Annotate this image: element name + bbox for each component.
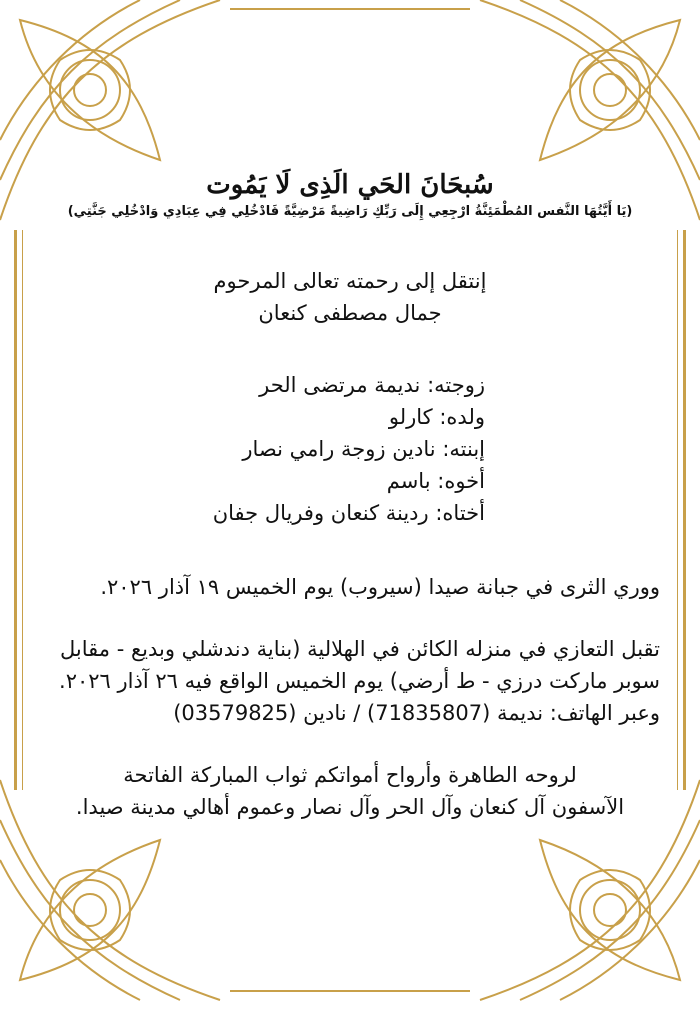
- condolences-phone: وعبر الهاتف: نديمة (71835807) / نادين (03579825): [173, 701, 660, 725]
- family-row-brother: [40, 465, 485, 497]
- closing: [40, 759, 660, 823]
- announcement-line: إنتقل إلى رحمته تعالى المرحوم: [213, 269, 487, 293]
- frame-top-line: [230, 8, 470, 10]
- frame-left-inner-line: [22, 230, 23, 790]
- mourners-line: الآسفون آل كنعان وآل الحر وآل نصار وعموم أهالي مدينة صيدا.: [75, 795, 625, 819]
- closing-prayer: لروحه الطاهرة وأرواح أمواتكم ثواب المباركة الفاتحة: [123, 763, 577, 787]
- relative-name: باسم: [386, 469, 431, 493]
- relation-label: أختاه:: [435, 501, 485, 525]
- frame-right-inner-line: [677, 230, 678, 790]
- condolences-line-1: تقبل التعازي في منزله الكائن في الهلالية (بناية دندشلي وبديع - مقابل: [60, 637, 660, 661]
- burial-notice: ووري الثرى في جبانة صيدا (سيروب) يوم الخميس ١٩ آذار ٢٠٢٦.: [100, 575, 660, 599]
- relation-label: إبنته:: [442, 437, 485, 461]
- deceased-name: جمال مصطفى كنعان: [258, 301, 442, 325]
- family-row-daughter: [40, 433, 485, 465]
- relative-name: ردينة كنعان وفريال جفان: [212, 501, 429, 525]
- condolences-line-2: سوبر ماركت درزي - ط أرضي) يوم الخميس الواقع فيه ٢٦ آذار ٢٠٢٦.: [59, 669, 660, 693]
- obituary-content: [40, 170, 660, 823]
- relative-name: كارلو: [388, 405, 433, 429]
- relation-label: زوجته:: [427, 373, 485, 397]
- condolences: [40, 633, 660, 729]
- relation-label: ولده:: [439, 405, 485, 429]
- quran-verse: (يَا أَيَّتُهَا النَّفس المُطْمَئِنَّةُ ارْجِعِي إِلَى رَبِّكِ رَاضِيةً مَرْضِيَّةً فَادْخُلِي فِي عِبَادِي وَادْخُلِي جَنَّتِي): [67, 204, 633, 219]
- family-list: [40, 369, 660, 529]
- relation-label: أخوه:: [437, 469, 485, 493]
- frame-bottom-line: [230, 990, 470, 992]
- family-row-wife: [40, 369, 485, 401]
- announcement: [40, 265, 660, 329]
- frame-right-line: [683, 230, 686, 790]
- family-row-son: [40, 401, 485, 433]
- relative-name: نادين زوجة رامي نصار: [242, 437, 436, 461]
- frame-left-line: [14, 230, 17, 790]
- relative-name: نديمة مرتضى الحر: [259, 373, 421, 397]
- family-row-sisters: [40, 497, 485, 529]
- header-title: سُبحَانَ الحَي الَذِى لَا يَمُوت: [206, 170, 494, 200]
